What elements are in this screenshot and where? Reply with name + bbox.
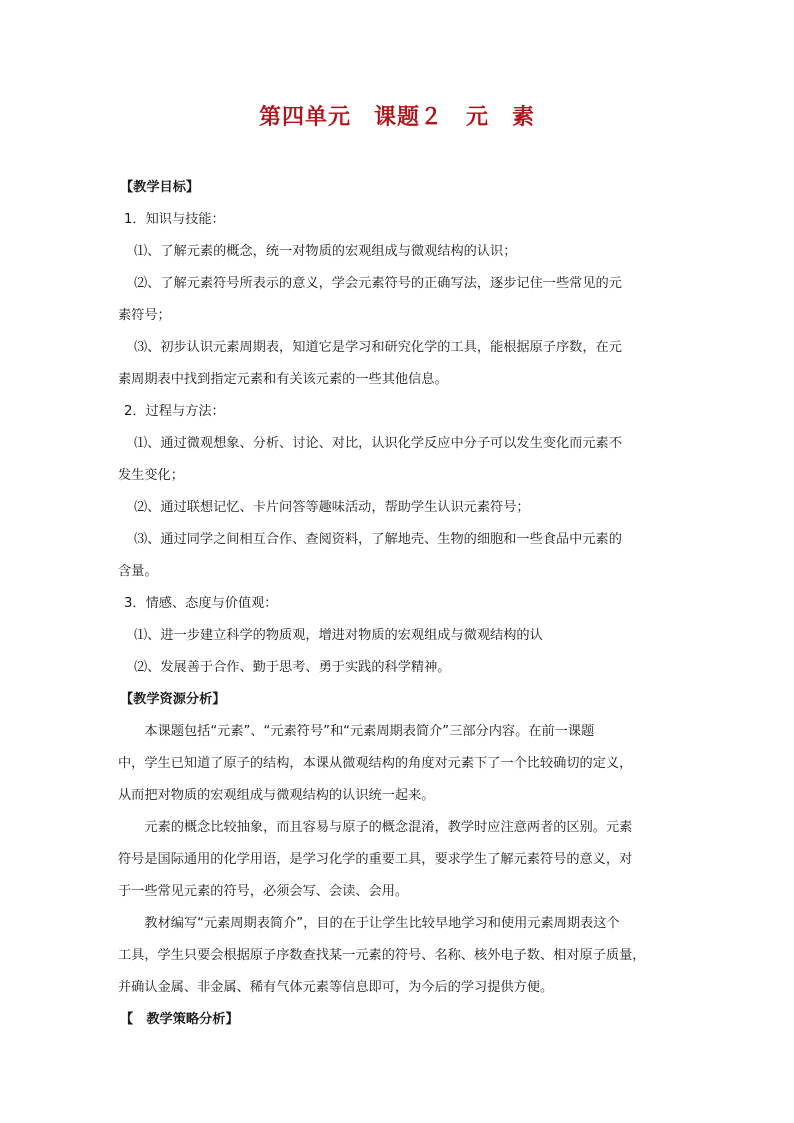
text-line: ⑵、发展善于合作、勤于思考、勇于实践的科学精神。 [134,660,451,675]
text-line: 工具，学生只要会根据原子序数查找某一元素的符号、名称、核外电子数、相对原子质量， [118,948,646,963]
text-line: 从而把对物质的宏观组成与微观结构的认识统一起来。 [118,788,435,803]
page-title: 第四单元 课题２ 元 素 [258,104,535,130]
section-heading: 【 教学策略分析】 [120,1012,239,1027]
text-line: 素周期表中找到指定元素和有关该元素的一些其他信息。 [118,372,448,387]
document-body [118,172,678,1036]
section-heading: 【教学目标】 [120,180,200,195]
text-line: 2．过程与方法： [124,404,225,419]
text-line: ⑵、了解元素符号所表示的意义，学会元素符号的正确写法，逐步记住一些常见的元 [134,276,622,291]
text-line: 中，学生已知道了原子的结构，本课从微观结构的角度对元素下了一个比较确切的定义， [118,756,633,771]
text-line: 素符号； [118,308,171,323]
section-heading: 【教学资源分析】 [120,692,226,707]
text-line: 符号是国际通用的化学用语，是学习化学的重要工具，要求学生了解元素符号的意义，对 [118,852,633,867]
text-line: 教材编写“元素周期表简介”，目的在于让学生比较早地学习和使用元素周期表这个 [144,916,620,931]
text-line: 发生变化； [118,468,184,483]
text-line: 并确认金属、非金属、稀有气体元素等信息即可，为今后的学习提供方便。 [118,980,554,995]
text-line: 3．情感、态度与价值观： [124,596,278,611]
text-line: 1．知识与技能： [124,212,225,227]
text-line: ⑴、进一步建立科学的物质观，增进对物质的宏观组成与微观结构的认 [134,628,543,643]
text-line: 含量。 [118,564,158,579]
text-line: 元素的概念比较抽象，而且容易与原子的概念混淆，教学时应注意两者的区别。元素 [144,820,633,835]
text-line: ⑶、通过同学之间相互合作、查阅资料，了解地壳、生物的细胞和一些食品中元素的 [134,532,622,547]
text-line: ⑵、通过联想记忆、卡片问答等趣味活动，帮助学生认识元素符号； [134,500,530,515]
text-line: 于一些常见元素的符号，必须会写、会读、会用。 [118,884,409,899]
text-line: ⑴、通过微观想象、分析、讨论、对比，认识化学反应中分子可以发生变化而元素不 [134,436,622,451]
text-line: ⑴、了解元素的概念，统一对物质的宏观组成与微观结构的认识； [134,244,517,259]
text-line: ⑶、初步认识元素周期表，知道它是学习和研究化学的工具，能根据原子序数，在元 [134,340,622,355]
text-line: 本课题包括“元素”、“元素符号”和“元素周期表简介”三部分内容。在前一课题 [144,724,595,739]
